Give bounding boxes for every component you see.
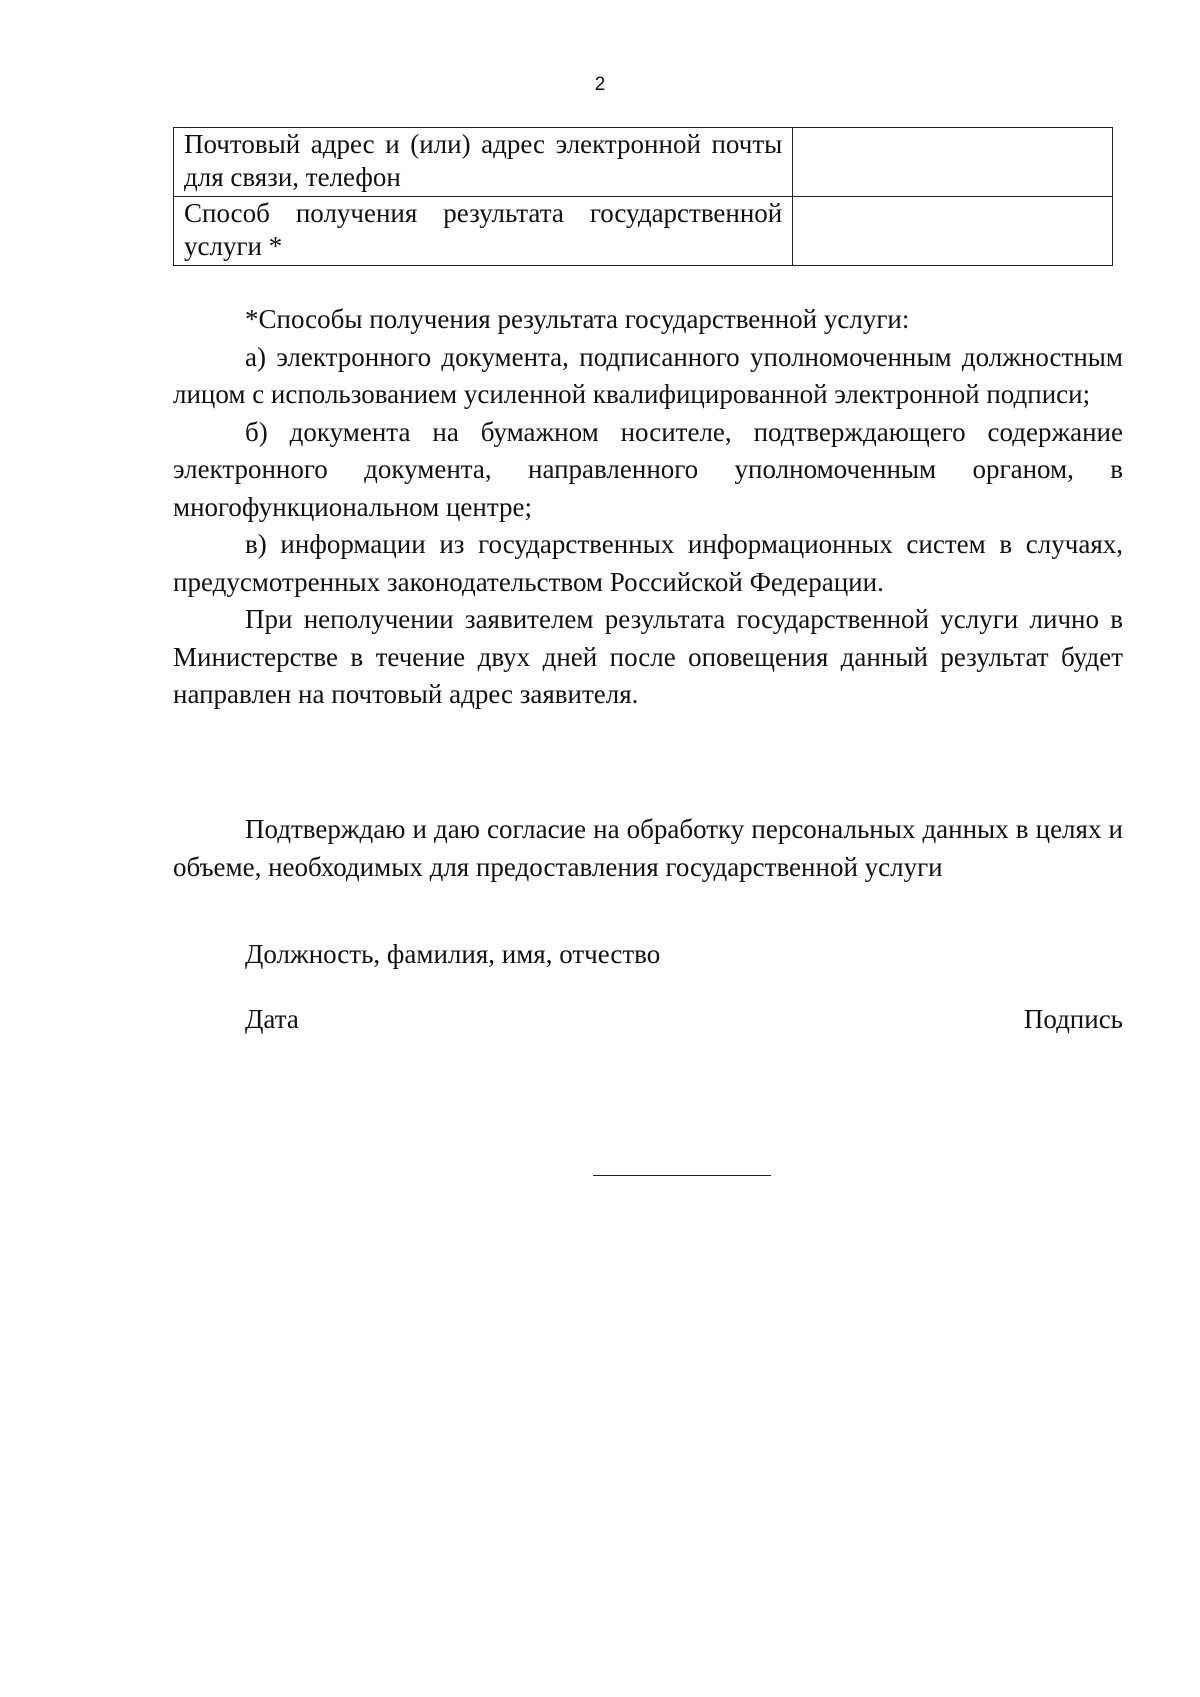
contact-label-cell: Почтовый адрес и (или) адрес электронной почты для связи, телефон [174, 128, 793, 197]
result-methods-section [173, 301, 1123, 714]
date-signature-row [245, 1004, 1123, 1035]
applicant-info-table [173, 127, 1113, 266]
result-method-label-cell: Способ получения результата государственной услуги * [174, 197, 793, 266]
date-label: Дата [245, 1004, 299, 1034]
method-item-a: а) электронного документа, подписанного уполномоченным должностным лицом с использованием усиленной квалифицированной электронной подписи; [173, 341, 1123, 409]
method-item-c: в) информации из государственных информационных систем в случаях, предусмотренных законодательством Российской Федерации. [173, 529, 1123, 597]
signature-label: Подпись [1023, 1004, 1123, 1034]
result-method-value-cell[interactable] [793, 197, 1113, 266]
position-name-line [173, 939, 1123, 970]
contact-value-cell[interactable] [793, 128, 1113, 197]
end-of-document-rule [593, 1175, 771, 1176]
table-row [174, 197, 1113, 266]
method-item-b: б) документа на бумажном носителе, подтверждающего содержание электронного документа, направленного уполномоченным органом, в многофункциональном центре; [173, 416, 1123, 522]
page-number: 2 [594, 74, 606, 95]
consent-section [173, 811, 1123, 886]
table-row [174, 128, 1113, 197]
methods-heading: *Способы получения результата государственной услуги: [245, 304, 910, 334]
position-name-label: Должность, фамилия, имя, отчество [245, 939, 661, 969]
non-receipt-note: При неполучении заявителем результата государственной услуги лично в Министерстве в течение двух дней после оповещения данный результат будет направлен на почтовый адрес заявителя. [173, 604, 1123, 709]
consent-text: Подтверждаю и даю согласие на обработку персональных данных в целях и объеме, необходимых для предоставления государственной услуги [173, 814, 1123, 882]
